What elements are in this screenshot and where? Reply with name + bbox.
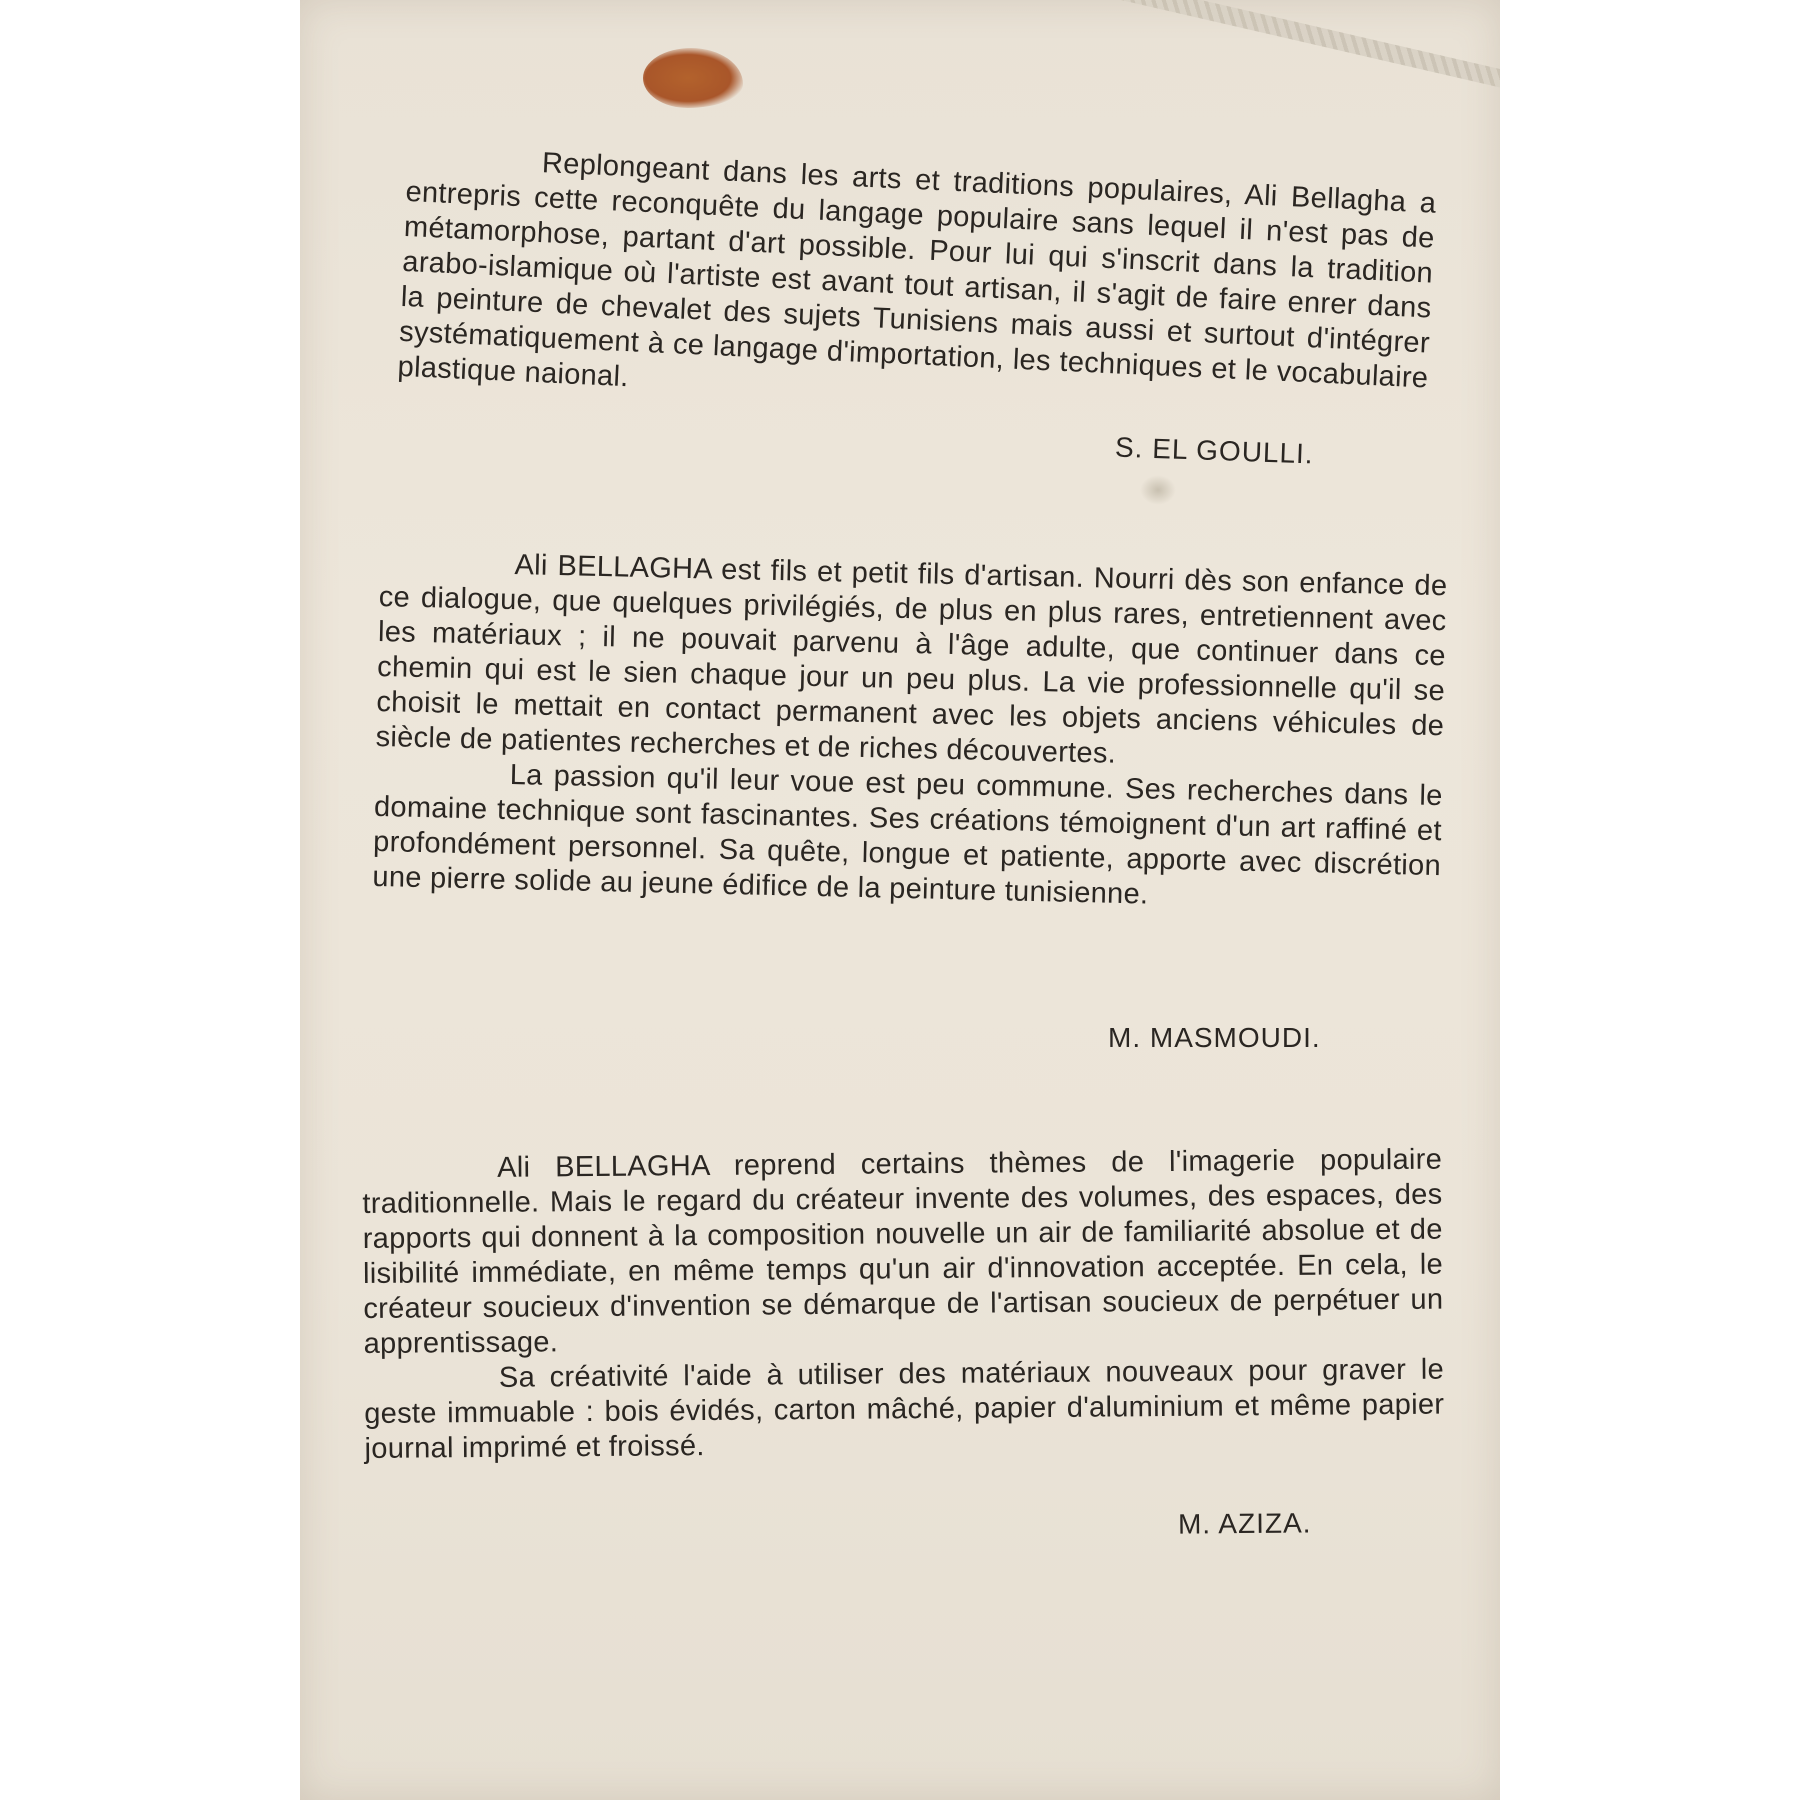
text-block-masmoudi — [372, 545, 1448, 919]
paragraph-masmoudi-2: La passion qu'il leur voue est peu commune. Ses recherches dans le domaine technique sont fascinantes. Ses créations témoignent d'un art raffiné et profondément personnel. Sa quête, longue et patiente, apporte avec discrétion une pierre solide au jeune édifice de la peinture tunisienne. — [372, 759, 1443, 911]
text-block-el-goulli — [397, 140, 1437, 431]
document-page — [300, 0, 1500, 1800]
text-block-aziza — [362, 1143, 1445, 1467]
paragraph-aziza-1: Ali BELLAGHA reprend certains thèmes de l'imagerie populaire traditionnelle. Mais le regard du créateur invente des volumes, des espaces, des rapports qui donnent à la composition nouvelle un air de familiarité absolue et de lisibilité immédiate, en même temps qu'un air d'innovation acceptée. En cela, le créateur soucieux d'invention se démarque de l'artisan soucieux de perpétuer un apprentissage. — [362, 1143, 1444, 1360]
paragraph-aziza-2: Sa créativité l'aide à utiliser des matériaux nouveaux pour graver le geste immuable : bois évidés, carton mâché, papier d'aluminium et même papier journal imprimé et froissé. — [364, 1353, 1445, 1465]
signature-masmoudi: M. MASMOUDI. — [1108, 1022, 1321, 1053]
paragraph-el-goulli: Replongeant dans les arts et traditions populaires, Ali Bellagha a entrepris cette reconquête du langage populaire sans lequel il n'est pas de métamorphose, partant d'art possible. Pour lui qui s'inscrit dans la tradition arabo-islamique où l'artiste est avant tout artisan, il s'agit de faire enrer dans la peinture de chevalet des sujets Tunisiens mais aussi et surtout d'intégrer systématiquement à ce langage d'importation, les techniques et le vocabulaire plastique naional. — [396, 147, 1437, 395]
signature-el-goulli: S. EL GOULLI. — [1114, 431, 1315, 470]
paragraph-masmoudi-1: Ali BELLAGHA est fils et petit fils d'artisan. Nourri dès son enfance de ce dialogue, que quelques privilégiés, de plus en plus rares, entretiennent avec les matériaux ; il ne pouvait parvenu à l'âge adulte, que continuer dans ce chemin qui est le sien chaque jour un peu plus. La vie professionnelle qu'il se choisit le mettait en contact permanent avec les objets anciens véhicules de siècle de patientes recherches et de riches découvertes. — [375, 549, 1448, 770]
paper-blemish — [1140, 475, 1176, 505]
stain-mark — [643, 48, 743, 108]
cord-decoration — [1068, 0, 1500, 105]
signature-aziza: M. AZIZA. — [1177, 1507, 1312, 1540]
